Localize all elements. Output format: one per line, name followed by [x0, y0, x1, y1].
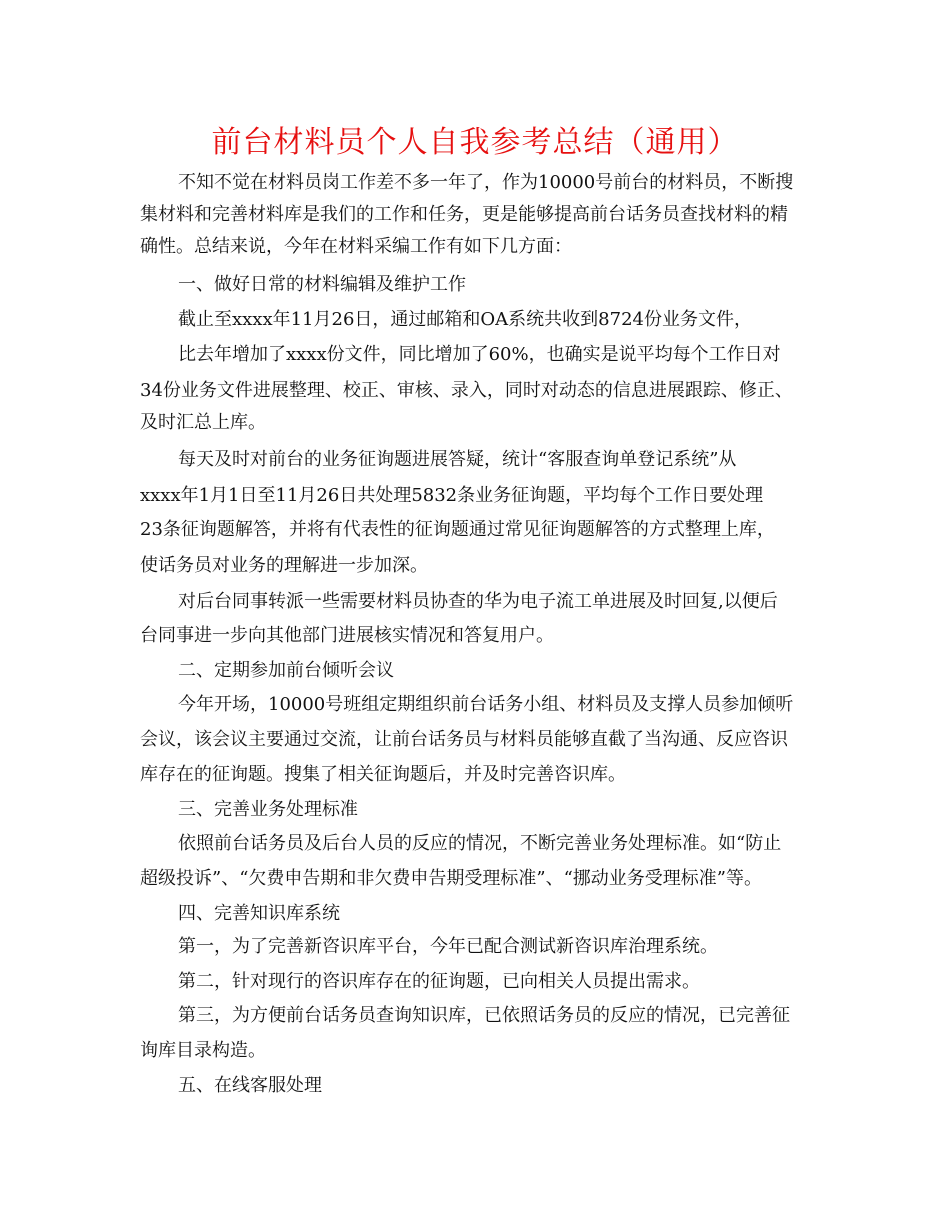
section-heading-4: 四、完善知识库系统 [178, 903, 340, 924]
paragraph-line: 第三，为方便前台话务员查询知识库，已依照话务员的反应的情况，已完善征 [178, 1005, 790, 1026]
paragraph-line: 第二，针对现行的咨识库存在的征询题，已向相关人员提出需求。 [178, 971, 700, 992]
paragraph-line: 使话务员对业务的理解进一步加深。 [140, 555, 428, 576]
section-heading-3: 三、完善业务处理标准 [178, 799, 358, 820]
section-heading-2: 二、定期参加前台倾听会议 [178, 660, 394, 681]
section-heading-5: 五、在线客服处理 [178, 1075, 322, 1096]
paragraph-line: 比去年增加了xxxx份文件，同比增加了60%，也确实是说平均每个工作日对 [178, 344, 781, 365]
paragraph-line: xxxx年1月1日至11月26日共处理5832条业务征询题，平均每个工作日要处理 [140, 485, 764, 506]
paragraph-line: 23条征询题解答，并将有代表性的征询题通过常见征询题解答的方式整理上库， [140, 519, 775, 540]
paragraph-line: 确性。总结来说，今年在材料采编工作有如下几方面： [140, 236, 572, 257]
paragraph-line: 超级投诉”、“欠费申告期和非欠费申告期受理标准”、“挪动业务受理标准”等。 [140, 868, 763, 889]
paragraph-line: 询库目录构造。 [140, 1040, 266, 1061]
paragraph-line: 库存在的征询题。搜集了相关征询题后，并及时完善咨识库。 [140, 764, 626, 785]
document-title: 前台材料员个人自我参考总结（通用） [211, 125, 739, 160]
paragraph-line: 34份业务文件进展整理、校正、审核、录入，同时对动态的信息进展跟踪、修正、 [140, 380, 793, 401]
paragraph-line: 今年开场，10000号班组定期组织前台话务小组、材料员及支撑人员参加倾听 [178, 694, 794, 715]
paragraph-line: 会议，该会议主要通过交流，让前台话务员与材料员能够直截了当沟通、反应咨识 [140, 729, 788, 750]
section-heading-1: 一、做好日常的材料编辑及维护工作 [178, 274, 466, 295]
paragraph-line: 每天及时对前台的业务征询题进展答疑，统计“客服查询单登记系统”从 [178, 449, 737, 470]
paragraph-line: 集材料和完善材料库是我们的工作和任务，更是能够提高前台话务员查找材料的精 [140, 204, 788, 225]
paragraph-line: 及时汇总上库。 [140, 412, 266, 433]
paragraph-line: 不知不觉在材料员岗工作差不多一年了，作为10000号前台的材料员，不断搜 [178, 172, 794, 193]
paragraph-line: 截止至xxxx年11月26日，通过邮箱和OA系统共收到8724份业务文件， [178, 309, 752, 330]
paragraph-line: 依照前台话务员及后台人员的反应的情况，不断完善业务处理标准。如“防止 [178, 833, 782, 854]
paragraph-line: 对后台同事转派一些需要材料员协查的华为电子流工单进展及时回复,以便后 [178, 591, 778, 612]
paragraph-line: 台同事进一步向其他部门进展核实情况和答复用户。 [140, 625, 554, 646]
paragraph-line: 第一，为了完善新咨识库平台，今年已配合测试新咨识库治理系统。 [178, 936, 718, 957]
